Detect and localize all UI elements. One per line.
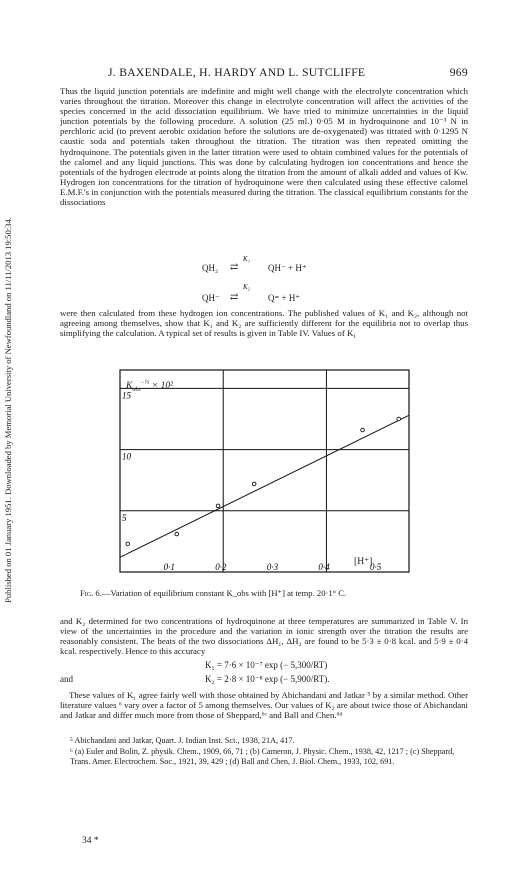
caption-label: Fig. 6.: [80, 588, 102, 598]
eq2-left: QH⁻: [202, 293, 220, 303]
plot-frame: [120, 370, 409, 572]
eq1-right: QH⁻ + H⁺: [268, 263, 307, 273]
equation-k1: K₁ = 7·6 × 10⁻⁷ exp (− 5,300/RT): [205, 660, 328, 670]
download-watermark: [2, 80, 14, 740]
x-axis-label: [H⁺]: [354, 556, 373, 567]
caption-text: —Variation of equilibrium constant K_obs with [H⁺] at temp. 20·1° C.: [101, 588, 347, 598]
chart-svg: [118, 368, 411, 580]
equation-and: and: [60, 674, 73, 684]
data-point: [216, 504, 220, 508]
y-tick-label: 15: [122, 390, 131, 401]
eq2-constant: K₂: [243, 283, 251, 291]
data-point: [175, 532, 179, 536]
footnote-5: ⁵ Abichandani and Jatkar, Quart. J. Indian Inst. Sci., 1938, 21A, 417.: [70, 736, 295, 745]
y-axis-label: $K_{obs}^{-\frac{1}{2}} \times 10^2$: [126, 380, 174, 394]
fit-line: [120, 415, 409, 557]
eq2-right: Q⁼ + H⁺: [268, 293, 301, 303]
x-tick-label: 0·2: [215, 562, 227, 572]
paragraph-4: These values of K₁ agree fairly well with those obtained by Abichandani and Jatkar ⁵ by a similar method. Other literature values ⁶ vary over a factor of 5 among themselves. Our values of K₂ are about twice those of Abichandani and Jatkar and differ much more from those of Sheppard,⁶ᶜ and Ball and Chen.⁶ᵈ: [60, 690, 468, 721]
header-authors: J. BAXENDALE, H. HARDY AND L. SUTCLIFFE: [108, 66, 366, 79]
data-point: [397, 417, 401, 421]
paragraph-3: and K₂ determined for two concentrations of hydroquinone at three temperatures are summarized in Table V. In view of the uncertainties in the procedure and the variation in ionic strength over the titration the results are reasonably consistent. The heats of the two dissociations ΔH₁, ΔH₂ are found to be 5·3 ± 0·8 kcal. and 5·9 ± 0·4 kcal. respectively. Hence to this accuracy: [60, 616, 468, 657]
equation-k2: K₂ = 2·8 × 10⁻⁸ exp (− 5,900/RT).: [205, 674, 330, 684]
y-tick-label: 5: [122, 512, 127, 523]
figure-6-chart: [118, 368, 411, 580]
data-point: [126, 542, 130, 546]
eq1-equilibrium-arrow: ⇄: [230, 262, 239, 273]
x-tick-label: 0·5: [370, 562, 382, 572]
y-tick-label: 10: [122, 451, 131, 462]
figure-caption: [80, 588, 470, 599]
footnote-6: ⁶ (a) Euler and Bolin, Z. physik. Chem., 1909, 66, 71 ; (b) Cameron, J. Physic. Chem., 1938, 42, 1217 ; (c) Sheppard, Trans. Amer. Electrochem. Soc., 1921, 39, 429 ; (d) Ball and Chen, J. Biol. Chem., 1933, 102, 691.: [70, 747, 455, 766]
x-tick-label: 0·1: [163, 562, 175, 572]
data-point: [361, 428, 365, 432]
paragraph-2: were then calculated from these hydrogen ion concentrations. The published values of K₁ and K₂, although not agreeing among themselves, show that K₁ and K₂ are sufficiently different for the equilibria not to overlap thus simplifying the calculation. A typical set of results is given in Table IV. Values of K₁: [60, 308, 468, 339]
eq1-constant: K₁: [243, 255, 251, 263]
eq2-equilibrium-arrow: ⇄: [230, 292, 239, 303]
x-tick-label: 0·4: [318, 562, 330, 572]
eq1-left: QH₂: [202, 263, 219, 273]
data-point: [252, 482, 256, 486]
page-signature: 34 *: [82, 836, 99, 846]
paragraph-1: Thus the liquid junction potentials are indefinite and might well change with the electrolyte concentration which varies throughout the titration. Moreover this change in electrolyte concentration will affect the activities of the species concerned in the acid dissociation equilibrium. We have tried to minimize uncertainties in the liquid junction potentials by the following procedure. A solution (25 ml.) 0·05 M in hydroquinone and 10⁻³ N in perchloric acid (to prevent aerobic oxidation before the solutions are de-oxygenated) was titrated with 0·1295 N caustic soda and potentials taken throughout the titration. The titration was then repeated omitting the hydroquinone. The potentials given in the latter titration were used to obtain combined values for the potentials of the calomel and any liquid junctions. This was done by calculating hydrogen ion concentrations and hence the potentials of the hydrogen electrode at points along the titration from the amount of alkali added and values of Kw. Hydrogen ion concentrations for the titration of hydroquinone were then calculated using these effective calomel E.M.F.'s in conjunction with the potentials measured during the titration. The classical equilibrium constants for the dissociations: [60, 86, 468, 208]
x-tick-label: 0·3: [266, 562, 279, 572]
page-number: 969: [449, 66, 468, 79]
download-note: Published on 01 January 1951. Downloaded by Memorial University of Newfoundland on 11/11/2013 19:50:34.: [3, 217, 13, 603]
